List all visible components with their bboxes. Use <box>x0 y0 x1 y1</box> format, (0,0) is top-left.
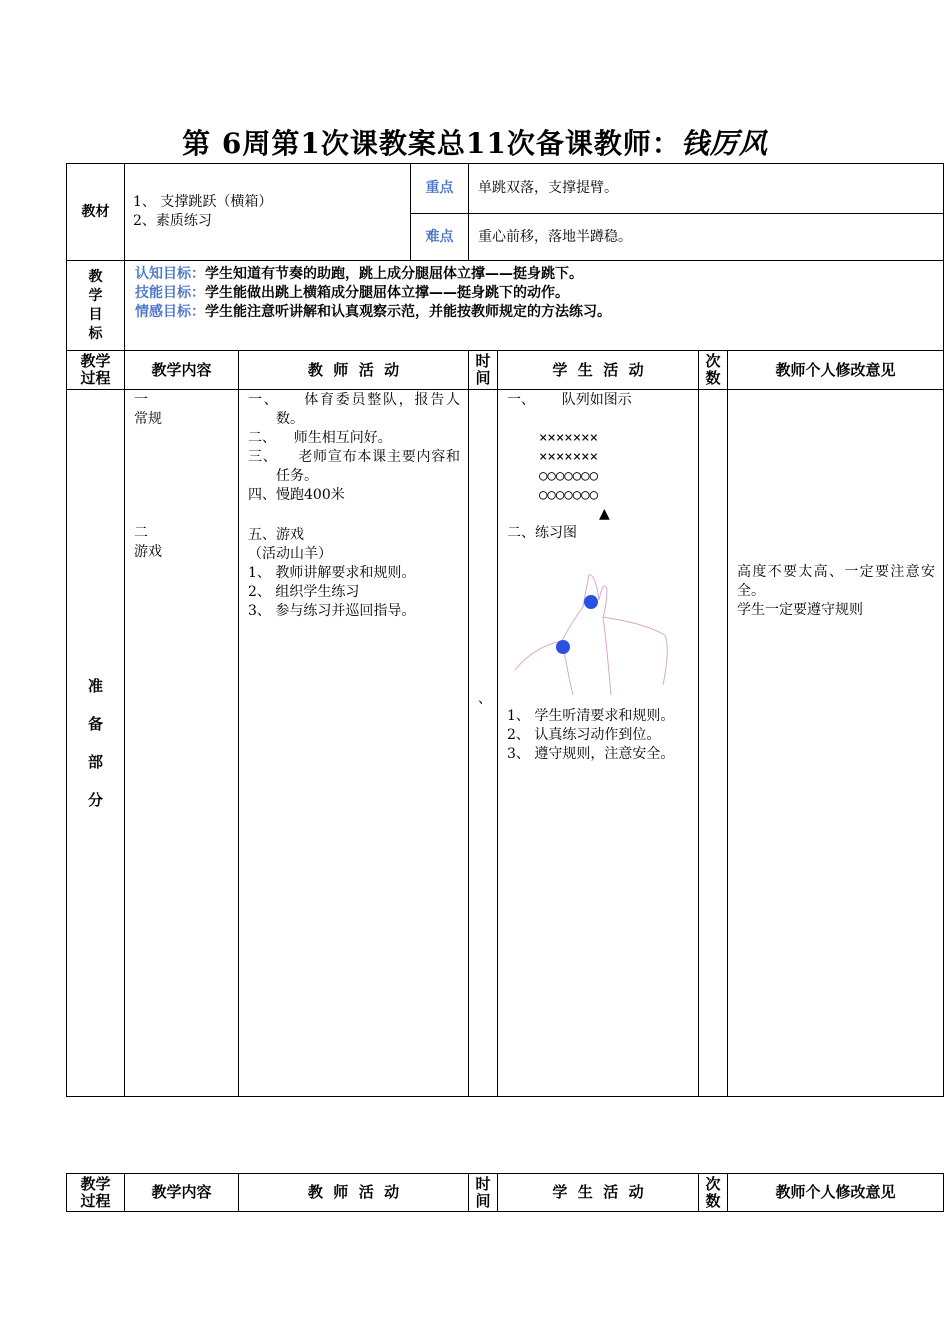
content-cell: 一 常规 二 游戏 <box>125 390 239 1097</box>
header-notes: 教师个人修改意见 <box>728 351 944 390</box>
student-activity-cell: 一、 队列如图示 ××××××× ××××××× ○○○○○○○ ○○○○○○○ ▲ 二、练习图 1、 学生听清要求和规则。 2、 认真练习动作到位。 3、 遵守规则，注意安全。 <box>498 390 699 1097</box>
player-dot <box>556 640 570 654</box>
time-mark: 、 <box>478 691 492 707</box>
header-count: 次数 <box>699 1174 728 1212</box>
material-item: 1、 支撑跳跃（横箱） <box>133 194 273 210</box>
header-teacher: 教 师 活 动 <box>239 1174 469 1212</box>
formation-row: ○○○○○○○ <box>539 468 599 484</box>
goal-cognitive: 认知目标：学生知道有节奏的助跑，跳上成分腿屈体立撑——挺身跳下。 <box>135 266 583 282</box>
header-teacher: 教 师 活 动 <box>239 351 469 390</box>
teacher-activity-cell: 一、 体育委员整队，报告人数。 二、 师生相互问好。 三、 老师宣布本课主要内容和任务。 四、慢跑400米 五、游戏 （活动山羊） 1、 教师讲解要求和规则。 2、 组织学生练习 3、 参与练习并巡回指导。 <box>239 390 469 1097</box>
material-item: 2、素质练习 <box>133 213 212 229</box>
header-process: 教学过程 <box>67 351 125 390</box>
formation-row: ××××××× <box>539 430 599 446</box>
material-label: 教材 <box>67 164 125 261</box>
header-time: 时间 <box>469 1174 498 1212</box>
goals-cell <box>125 261 944 351</box>
formation-row: ××××××× <box>539 449 599 465</box>
teacher-signature: 钱厉风 <box>680 127 768 160</box>
header-student: 学 生 活 动 <box>498 1174 699 1212</box>
notes-cell: 高度不要太高、一定要注意安全。 学生一定要遵守规则 <box>728 390 944 1097</box>
time-cell <box>469 390 498 1097</box>
difficulty-text: 重心前移，落地半蹲稳。 <box>469 214 944 261</box>
teacher-position-icon: ▲ <box>599 506 610 522</box>
key-label: 重点 <box>411 164 469 214</box>
material-cell <box>125 164 411 261</box>
goals-label: 教学目标 <box>67 261 125 351</box>
practice-diagram <box>507 545 691 695</box>
goal-affective: 情感目标：学生能注意听讲解和认真观察示范，并能按教师规定的方法练习。 <box>135 304 611 320</box>
section-label: 准备部分 <box>67 390 125 1097</box>
lesson-table <box>66 350 944 1097</box>
info-table <box>66 163 944 351</box>
header-student: 学 生 活 动 <box>498 351 699 390</box>
count-cell <box>699 390 728 1097</box>
key-text: 单跳双落，支撑提臂。 <box>469 164 944 214</box>
header-content: 教学内容 <box>125 351 239 390</box>
player-dot <box>584 595 598 609</box>
header-notes: 教师个人修改意见 <box>728 1174 944 1212</box>
page-title: 第 6周第1次课教案总11次备课教师：钱厉风 <box>182 127 768 160</box>
lesson-table-continued <box>66 1173 944 1212</box>
goal-skill: 技能目标：学生能做出跳上横箱成分腿屈体立撑——挺身跳下的动作。 <box>135 285 569 301</box>
header-count: 次数 <box>699 351 728 390</box>
header-content: 教学内容 <box>125 1174 239 1212</box>
diagram-sketch <box>515 575 667 695</box>
difficulty-label: 难点 <box>411 214 469 261</box>
header-process: 教学过程 <box>67 1174 125 1212</box>
header-time: 时间 <box>469 351 498 390</box>
formation-row: ○○○○○○○ <box>539 487 599 503</box>
